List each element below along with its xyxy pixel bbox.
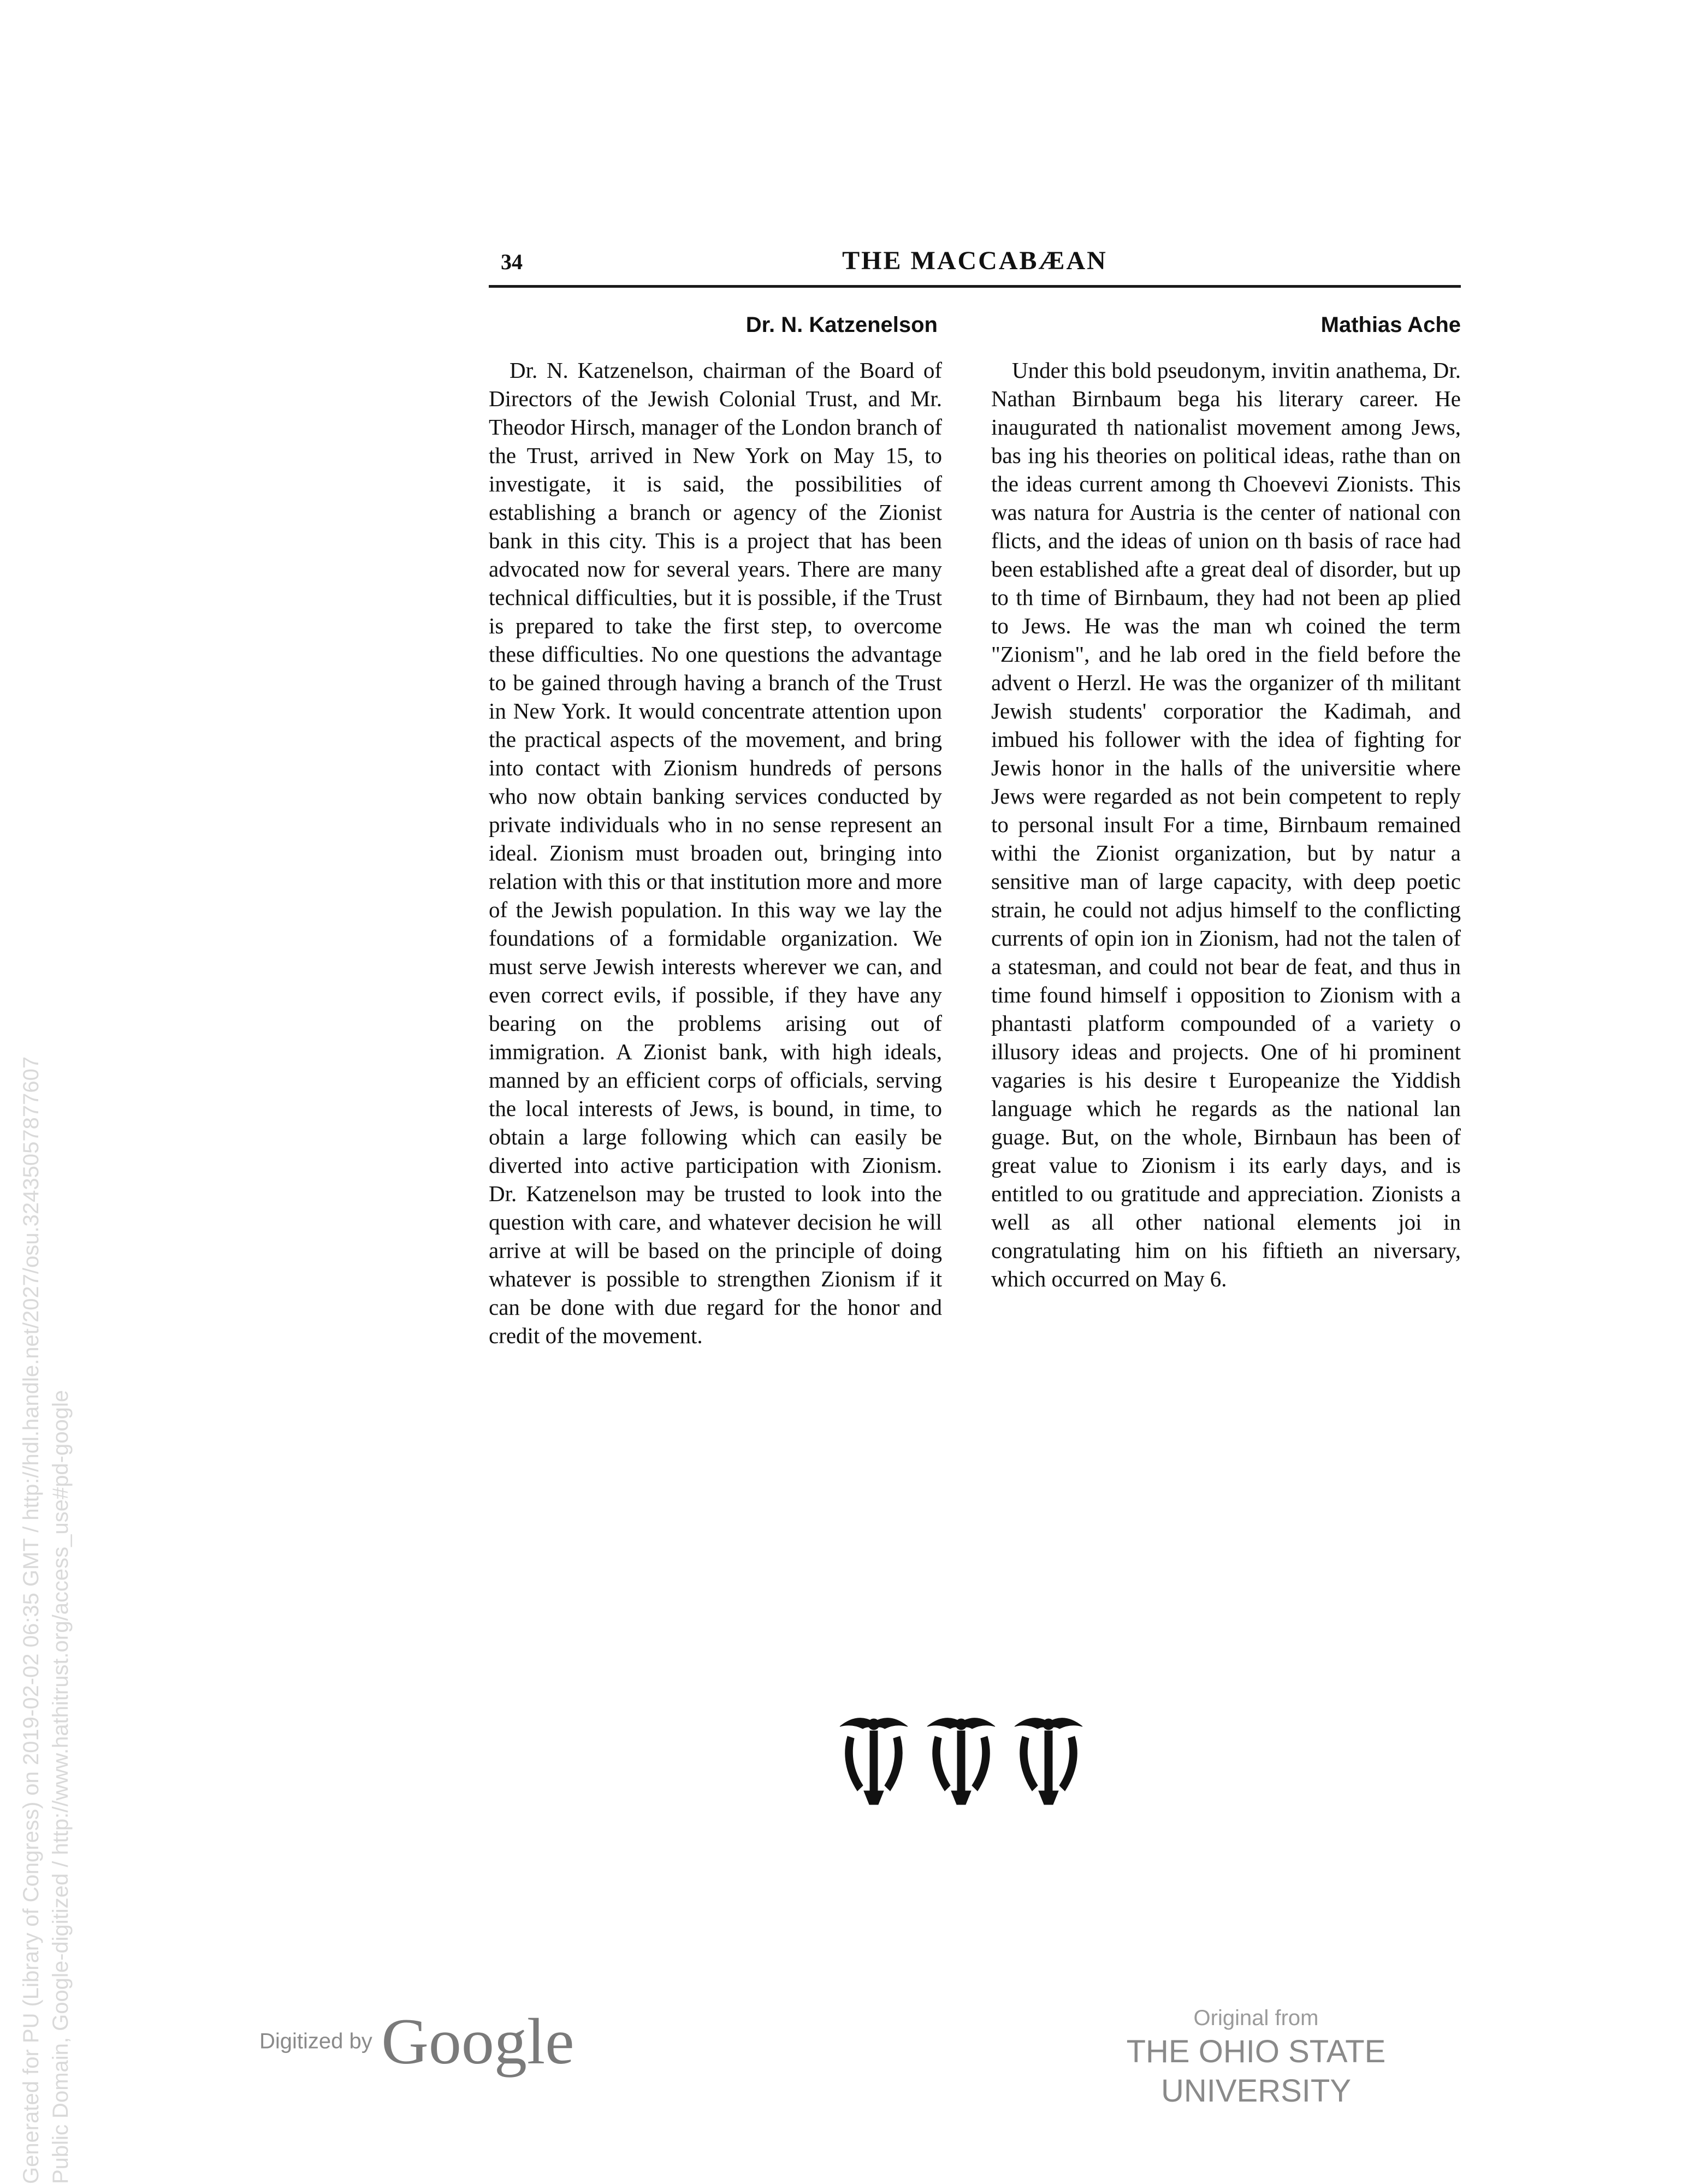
digitized-by-label: Digitized by (259, 2029, 372, 2054)
digitized-by-google (259, 2004, 574, 2078)
original-from-label: Original from (1193, 2006, 1319, 2030)
institution-name: THE OHIO STATE UNIVERSITY (1126, 2034, 1386, 2109)
right-article-body: Under this bold pseudonym, invitin anathema, Dr. Nathan Birnbaum bega his literary career. He inaugurated th nationalist movement among Jews, bas ing his theories on political ideas, rathe than on the ideas current among th Choevevi Zionists. This was natura for Austria is the center of national con flicts, and the ideas of union on th basis of race had been established afte a great deal of disorder, but up to th time of Birnbaum, they had not been ap plied to Jews. He was the man wh coined the term "Zionism", and he lab ored in the field before the advent o Herzl. He was the organizer of th militant Jewish students' corporatior the Kadimah, and imbued his follower with the idea of fighting for Jewis honor in the halls of the universitie where Jews were regarded as not bein competent to reply to personal insult For a time, Birnbaum remained withi the Zionist organization, but by natur a sensitive man of large capacity, with deep poetic strain, he could not adjus himself to the conflicting currents of opin ion in Zionism, had not the talen of a statesman, and could not bear de feat, and thus in time found himself i opposition to Zionism with a phantasti platform compounded of a variety o illusory ideas and projects. One of hi prominent vagaries is his desire t Europeanize the Yiddish language which he regards as the national lan guage. But, on the whole, Birnbaun has been of great value to Zionism i its early days, and is entitled to ou gratitude and appreciation. Zionists a well as all other national elements joi in congratulating him on his fiftieth an niversary, which occurred on May 6. (991, 358, 1461, 1291)
running-head (489, 246, 1461, 284)
page-number: 34 (501, 250, 523, 274)
watermark-line-2: Public Domain, Google-digitized / http://www.hathitrust.org/access_use#pd-google (49, 1390, 73, 2184)
left-article-body: Dr. N. Katzenelson, chairman of the Board of Directors of the Jewish Colonial Trust, and Mr. Theodor Hirsch, manager of the London branch of the Trust, arrived in New York on May 15, to investigate, it is said, the possibilities of establishing a branch or agency of the Zionist bank in this city. This is a project that has been advocated now for several years. There are many technical difficulties, but it is possible, if the Trust is prepared to take the first step, to overcome these difficulties. No one questions the advantage to be gained through having a branch of the Trust in New York. It would concentrate attention upon the practical aspects of the movement, and bring into contact with Zionism hundreds of persons who now obtain banking services conducted by private individuals who in no sense represent an ideal. Zionism must broaden out, bringing into relation with this or that institution more and more of the Jewish population. In this way we lay the foundations of a formidable organization. We must serve Jewish interests wherever we can, and even correct evils, if possible, if they have any bearing on the problems arising out of immigration. A Zionist bank, with high ideals, manned by an efficient corps of officials, serving the local interests of Jews, is bound, in time, to obtain a large following which can easily be diverted into active participation with Zionism. Dr. Katzenelson may be trusted to look into the question with care, and whatever decision he will arrive at will be based on the principle of doing whatever is possible to strengthen Zionism if it can be done with due regard for the honor and credit of the movement. (489, 358, 942, 1348)
laurel-wreath-ornament-icon (830, 1714, 1092, 1807)
google-logo: Google (381, 2005, 574, 2078)
journal-title: THE MACCABÆAN (842, 246, 1107, 275)
original-from (1043, 2004, 1469, 2111)
left-column (489, 306, 942, 1350)
right-article-title: Mathias Ache (1320, 313, 1461, 337)
watermark-line-1: Generated for PU (Library of Congress) on 2019-02-02 06:35 GMT / http://hdl.handle.net/2027/osu.32435057877607 (19, 1056, 43, 2184)
left-article-title: Dr. N. Katzenelson (745, 313, 938, 337)
hathitrust-watermark (16, 710, 75, 2184)
right-column (991, 306, 1461, 1293)
header-rule (489, 285, 1461, 288)
